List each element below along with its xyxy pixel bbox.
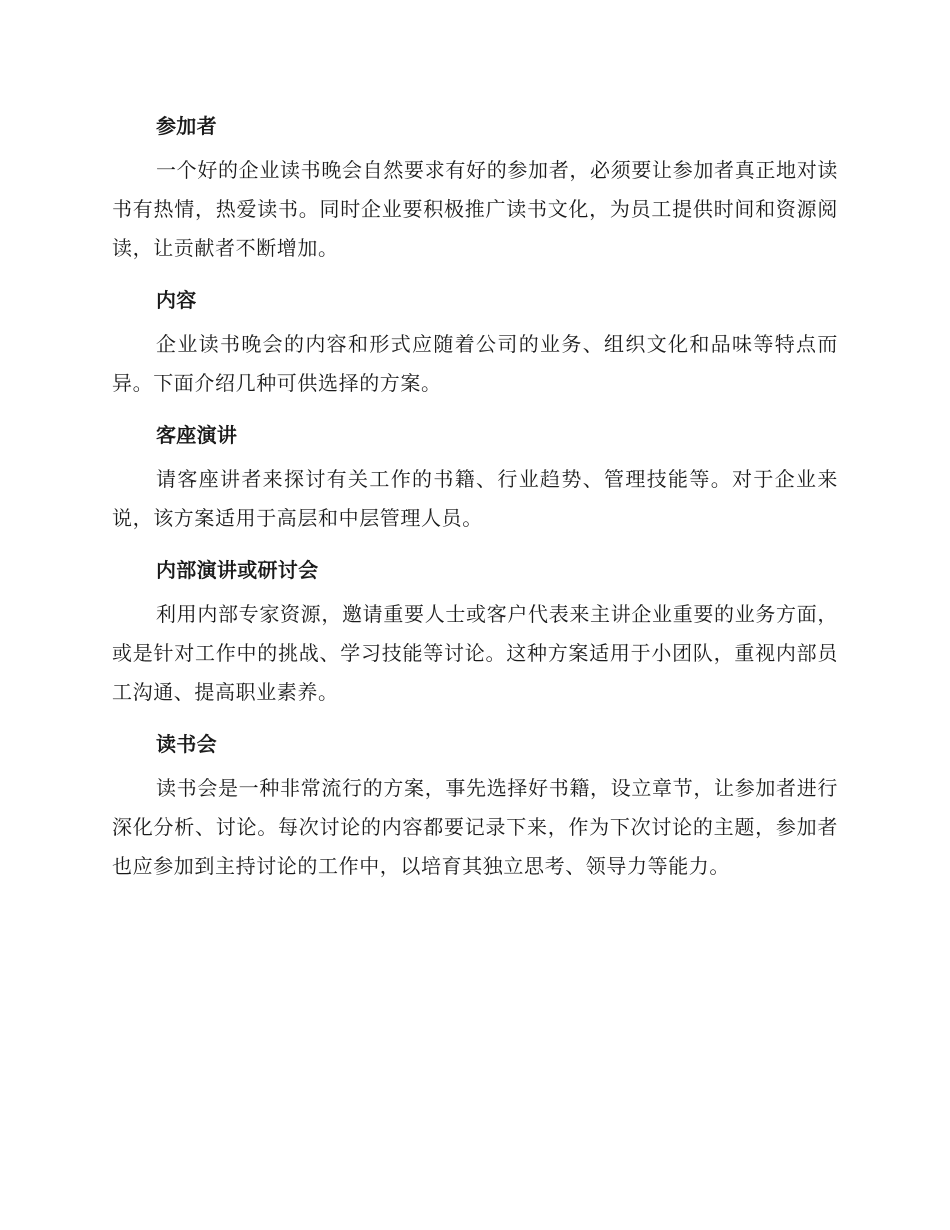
- section-body-internal-seminar: 利用内部专家资源，邀请重要人士或客户代表来主讲企业重要的业务方面，或是针对工作中的挑战、学习技能等讨论。这种方案适用于小团队，重视内部员工沟通、提高职业素养。: [112, 602, 838, 704]
- section-heading-content: 内容: [156, 288, 197, 312]
- section-body-content: 企业读书晚会的内容和形式应随着公司的业务、组织文化和品味等特点而异。下面介绍几种可供选择的方案。: [112, 332, 838, 395]
- section-body-guest-speech: 请客座讲者来探讨有关工作的书籍、行业趋势、管理技能等。对于企业来说，该方案适用于高层和中层管理人员。: [112, 467, 838, 530]
- section-heading-internal-seminar: 内部演讲或研讨会: [156, 558, 319, 582]
- section-heading-guest-speech: 客座演讲: [156, 423, 238, 447]
- section-body-book-club: 读书会是一种非常流行的方案，事先选择好书籍，设立章节，让参加者进行深化分析、讨论。每次讨论的内容都要记录下来，作为下次讨论的主题，参加者也应参加到主持讨论的工作中，以培育其独立思考、领导力等能力。: [112, 776, 838, 878]
- section-heading-book-club: 读书会: [156, 732, 217, 756]
- section-heading-participants: 参加者: [156, 114, 217, 138]
- section-body-participants: 一个好的企业读书晚会自然要求有好的参加者，必须要让参加者真正地对读书有热情，热爱读书。同时企业要积极推广读书文化，为员工提供时间和资源阅读，让贡献者不断增加。: [112, 158, 838, 260]
